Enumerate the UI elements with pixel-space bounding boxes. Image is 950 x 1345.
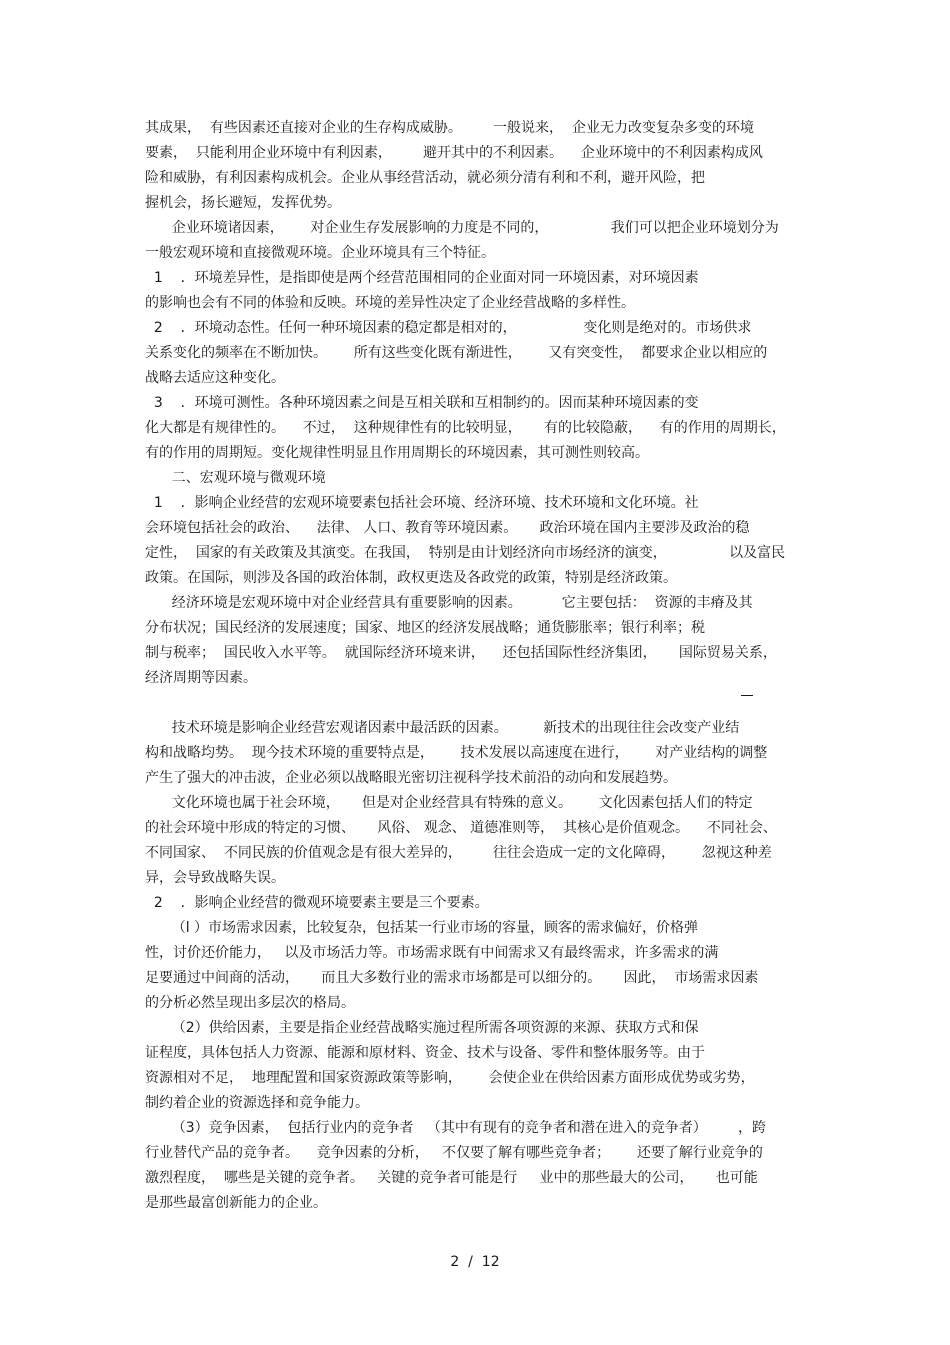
- text-line: 证程度，具体包括人力资源、能源和原材料、资金、技术与设备、零件和整体服务等。由于: [145, 1045, 705, 1061]
- text-line: 分布状况；国民经济的发展速度；国家、地区的经济发展战略；通货膨胀率；银行利率；税: [145, 620, 705, 636]
- text-line: 的影响也会有不同的体验和反映。环境的差异性决定了企业经营战略的多样性。: [145, 295, 635, 311]
- text-line: 是那些最富创新能力的企业。: [145, 1195, 327, 1211]
- text-line: 政策。在国际，则涉及各国的政治体制，政权更迭及各政党的政策，特别是经济政策。: [145, 570, 677, 586]
- text-line: 关系变化的频率在不断加快。 所有这些变化既有渐进性， 又有突变性， 都要求企业以相应的: [145, 345, 768, 361]
- text-line: 2 ．环境动态性。任何一种环境因素的稳定都是相对的， 变化则是绝对的。市场供求: [145, 320, 752, 336]
- text-line: 经济周期等因素。: [145, 670, 257, 686]
- text-line: 制约着企业的资源选择和竞争能力。: [145, 1095, 369, 1111]
- text-line: 2 ．影响企业经营的微观环境要素主要是三个要素。: [145, 895, 489, 911]
- text-line: （3）竞争因素， 包括行业内的竞争者 （其中有现有的竞争者和潜在进入的竞争者） ，跨: [145, 1120, 767, 1136]
- text-line: 战略去适应这种变化。: [145, 370, 285, 386]
- text-line: 构和战略均势。 现今技术环境的重要特点是， 技术发展以高速度在进行， 对产业结构的调整: [145, 745, 768, 761]
- text-line: 企业环境诸因素， 对企业生存发展影响的力度是不同的， 我们可以把企业环境划分为: [145, 220, 779, 236]
- text-line: 文化环境也属于社会环境， 但是对企业经营具有特殊的意义。 文化因素包括人们的特定: [145, 795, 753, 811]
- text-line: 制与税率； 国民收入水平等。 就国际经济环境来讲， 还包括国际性经济集团， 国际贸易关系，: [145, 645, 777, 661]
- text-line: 一般宏观环境和直接微观环境。企业环境具有三个特征。: [145, 245, 495, 261]
- divider-mark: [741, 695, 753, 696]
- text-line: （2）供给因素，主要是指企业经营战略实施过程所需各项资源的来源、获取方式和保: [145, 1020, 699, 1036]
- text-line: 的社会环境中形成的特定的习惯、 风俗、 观念、 道德准则等， 其核心是价值观念。 不同社会、: [145, 820, 777, 836]
- text-line: 行业替代产品的竞争者。 竞争因素的分析， 不仅要了解有哪些竞争者； 还要了解行业竞争的: [145, 1145, 763, 1161]
- page-number: 2 / 12: [450, 1254, 500, 1270]
- text-line: 会环境包括社会的政治、 法律、 人口、教育等环境因素。 政治环境在国内主要涉及政治的稳: [145, 520, 750, 536]
- text-line: 经济环境是宏观环境中对企业经营具有重要影响的因素。 它主要包括： 资源的丰瘠及其: [145, 595, 753, 611]
- text-line: 资源相对不足， 地理配置和国家资源政策等影响， 会使企业在供给因素方面形成优势或劣势，: [145, 1070, 755, 1086]
- text-line: 要素， 只能利用企业环境中有利因素， 避开其中的不利因素。 企业环境中的不利因素构成风: [145, 145, 763, 161]
- text-line: 激烈程度， 哪些是关键的竞争者。 关键的竞争者可能是行 业中的那些最大的公司， 也可能: [145, 1170, 758, 1186]
- section-heading: 二、宏观环境与微观环境: [145, 470, 326, 486]
- text-line: 3 ．环境可测性。各种环境因素之间是互相关联和互相制约的。因而某种环境因素的变: [145, 395, 699, 411]
- text-line: 产生了强大的冲击波，企业必须以战略眼光密切注视科学技术前沿的动向和发展趋势。: [145, 770, 677, 786]
- text-line: 其成果， 有些因素还直接对企业的生存构成威胁。 一般说来， 企业无力改变复杂多变的环境: [145, 120, 754, 136]
- text-line: 握机会，扬长避短，发挥优势。: [145, 195, 341, 211]
- text-line: 技术环境是影响企业经营宏观诸因素中最活跃的因素。 新技术的出现往往会改变产业结: [145, 720, 740, 736]
- text-line: 的分析必然呈现出多层次的格局。: [145, 995, 355, 1011]
- text-line: 异，会导致战略失误。: [145, 870, 285, 886]
- text-line: 有的作用的周期短。变化规律性明显且作用周期长的环境因素，其可测性则较高。: [145, 445, 649, 461]
- text-line: 不同国家、 不同民族的价值观念是有很大差异的， 往往会造成一定的文化障碍， 忽视这种差: [145, 845, 772, 861]
- text-line: 足要通过中间商的活动， 而且大多数行业的需求市场都是可以细分的。 因此， 市场需求因素: [145, 970, 759, 986]
- text-line: 1 ．影响企业经营的宏观环境要素包括社会环境、经济环境、技术环境和文化环境。社: [145, 495, 699, 511]
- text-line: 1 ．环境差异性，是指即使是两个经营范围相同的企业面对同一环境因素，对环境因素: [145, 270, 699, 286]
- text-line: （l ）市场需求因素，比较复杂，包括某一行业市场的容量，顾客的需求偏好，价格弹: [145, 920, 699, 936]
- text-line: 化大都是有规律性的。 不过， 这种规律性有的比较明显， 有的比较隐蔽， 有的作用的周期长，: [145, 420, 786, 436]
- text-line: 性，讨价还价能力， 以及市场活力等。市场需求既有中间需求又有最终需求，许多需求的满: [145, 945, 719, 961]
- text-line: 险和威胁，有利因素构成机会。企业从事经营活动，就必须分清有利和不利，避开风险，把: [145, 170, 705, 186]
- text-line: 定性， 国家的有关政策及其演变。在我国， 特别是由计划经济向市场经济的演变， 以及富民: [145, 545, 786, 561]
